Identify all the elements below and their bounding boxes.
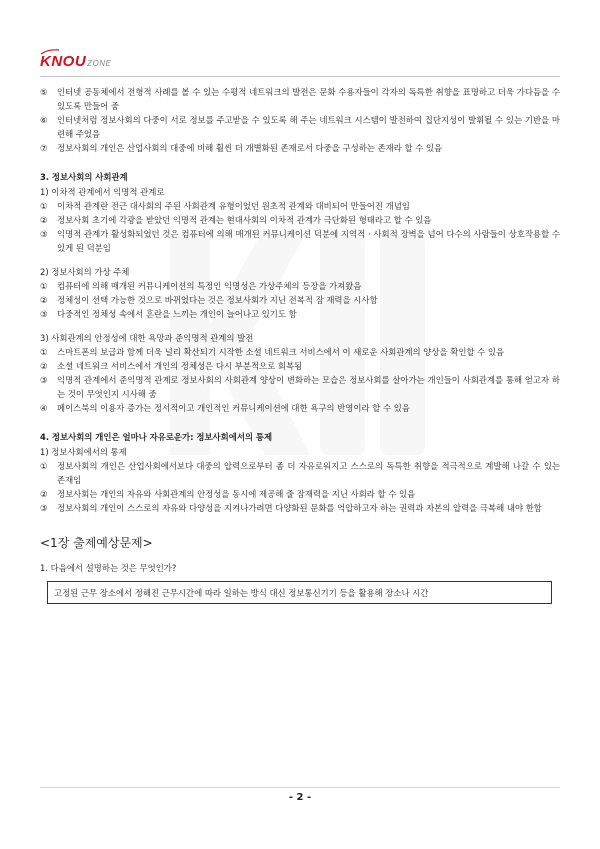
list-text: 다중적인 정체성 속에서 혼란을 느끼는 개인이 늘어나고 있기도 함 — [57, 309, 297, 319]
list-item — [40, 401, 560, 415]
list-item — [40, 199, 560, 213]
list-item — [40, 227, 560, 255]
knou-zone-logo — [40, 54, 111, 68]
list-item — [40, 113, 560, 141]
list-marker: ③ — [40, 309, 48, 319]
question-1-text: 1. 다음에서 설명하는 것은 무엇인가? — [40, 563, 177, 573]
list-marker: ① — [40, 281, 48, 291]
list-item — [40, 345, 560, 359]
page-number: - 2 - — [288, 792, 312, 803]
list-text: 정보사회는 개인의 자유와 사회관계의 안정성을 동시에 제공해 줄 잠재력을 지닌 사회라 할 수 있음 — [57, 489, 416, 499]
list-item — [40, 373, 560, 401]
logo-main-text: KNOU — [40, 52, 87, 70]
logo-swoosh-icon — [40, 49, 60, 55]
list-text: 스마트폰의 보급과 함께 더욱 널리 확산되기 시작한 소셜 네트워크 서비스에서 이 새로운 사회관계의 양상을 확인할 수 있음 — [57, 347, 505, 357]
section-3-sub2-title: 2) 정보사회의 가상 주체 — [40, 267, 130, 277]
list-text: 정보사회 초기에 각광을 받았던 익명적 관계는 현대사회의 이차적 관계가 극단화된 형태라고 할 수 있음 — [57, 215, 432, 225]
list-marker: ③ — [40, 375, 48, 385]
logo-sub-text: ZONE — [87, 58, 112, 68]
list-item — [40, 359, 560, 373]
exam-section-title: <1장 출제예상문제> — [40, 536, 153, 550]
list-text: 컴퓨터에 의해 매개된 커뮤니케이션의 특정인 익명성은 가상주체의 등장을 가져왔음 — [57, 281, 362, 291]
list-item — [40, 501, 560, 515]
list-marker: ② — [40, 295, 48, 305]
list-item — [40, 459, 560, 487]
section-4-title: 4. 정보사회의 개인은 얼마나 자유로운가: 정보사회에서의 통제 — [40, 432, 273, 442]
list-marker: ⑤ — [40, 87, 48, 97]
section-3-sub1-title: 1) 이차적 관계에서 익명적 관계로 — [40, 187, 165, 197]
question-1-box: 고정된 근무 장소에서 정해진 근무시간에 따라 일하는 방식 대신 정보통신기기 등을 활용해 장소나 시간 — [47, 581, 552, 604]
list-text: 정보사회의 개인은 산업사회의 대중에 비해 훨씬 더 개별화된 존재로서 다중을 구성하는 존재라 할 수 있음 — [57, 143, 443, 153]
list-marker: ② — [40, 361, 48, 371]
page-content — [40, 85, 560, 604]
list-text: 소셜 네트워크 서비스에서 개인의 정체성은 다시 부분적으로 회복됨 — [57, 361, 303, 371]
list-marker: ② — [40, 215, 48, 225]
list-text: 정보사회의 개인은 산업사회에서보다 대중의 압력으로부터 좀 더 자유로워지고 스스로의 독특한 취향을 적극적으로 계발해 나갈 수 있는 존재임 — [57, 461, 560, 485]
header-rule — [40, 76, 560, 77]
list-text: 인터넷 공동체에서 전형적 사례를 볼 수 있는 수평적 네트워크의 발전은 문화 수용자들이 각자의 독특한 취향을 표명하고 더욱 가다듬을 수 있도록 만들어 줌 — [57, 87, 560, 111]
list-marker: ⑦ — [40, 143, 48, 153]
list-item — [40, 487, 560, 501]
list-text: 정체성이 선택 가능한 것으로 바뀌었다는 것은 정보사회가 지닌 전복적 잠 재력을 시사함 — [57, 295, 378, 305]
intro-list — [40, 85, 560, 155]
section-3-sub3-title: 3) 사회관계의 안정성에 대한 욕망과 준익명적 관계의 발전 — [40, 333, 254, 343]
footer-rule — [40, 787, 560, 788]
list-text: 이차적 관계란 전근 대사회의 주된 사회관계 유형이었던 원초적 관계와 대비되어 만들어진 개념임 — [57, 201, 410, 211]
list-marker: ④ — [40, 403, 48, 413]
list-marker: ⑥ — [40, 115, 48, 125]
list-marker: ② — [40, 489, 48, 499]
list-item — [40, 213, 560, 227]
list-text: 익명적 관계에서 준익명적 관계로 정보사회의 사회관계 양상이 변화하는 모습은 정보사회를 살아가는 개인들이 사회관계를 통해 얻고자 하는 것이 무엇인지 시사해 줌 — [57, 375, 560, 399]
list-text: 페이스북의 이용자 증가는 정서적이고 개인적인 커뮤니케이션에 대한 욕구의 반영이라 할 수 있음 — [57, 403, 410, 413]
list-item — [40, 141, 560, 155]
list-text: 인터넷처럼 정보사회의 다중이 서로 정보를 주고받을 수 있도록 해 주는 네트워크 시스템이 발전하여 집단지성이 발휘될 수 있는 기반을 마련해 주었음 — [57, 115, 560, 139]
list-marker: ① — [40, 347, 48, 357]
section-4-sub1-title: 1) 정보사회에서의 통제 — [40, 447, 127, 457]
list-text: 익명적 관계가 활성화되었던 것은 컴퓨터에 의해 매개된 커뮤니케이션 덕분에 지역적 · 사회적 장벽을 넘어 다수의 사람들이 상호작용할 수 있게 된 덕분임 — [57, 229, 560, 253]
list-marker: ③ — [40, 229, 48, 239]
section-3-title: 3. 정보사회의 사회관계 — [40, 172, 128, 182]
list-marker: ① — [40, 461, 48, 471]
list-marker: ① — [40, 201, 48, 211]
list-text: 정보사회의 개인이 스스로의 자유와 다양성을 지켜나가려면 다양화된 문화를 억압하고자 하는 권력과 자본의 압력을 극복해 내야 한함 — [57, 503, 542, 513]
list-marker: ③ — [40, 503, 48, 513]
list-item — [40, 85, 560, 113]
list-item — [40, 307, 560, 321]
list-item — [40, 293, 560, 307]
list-item — [40, 279, 560, 293]
